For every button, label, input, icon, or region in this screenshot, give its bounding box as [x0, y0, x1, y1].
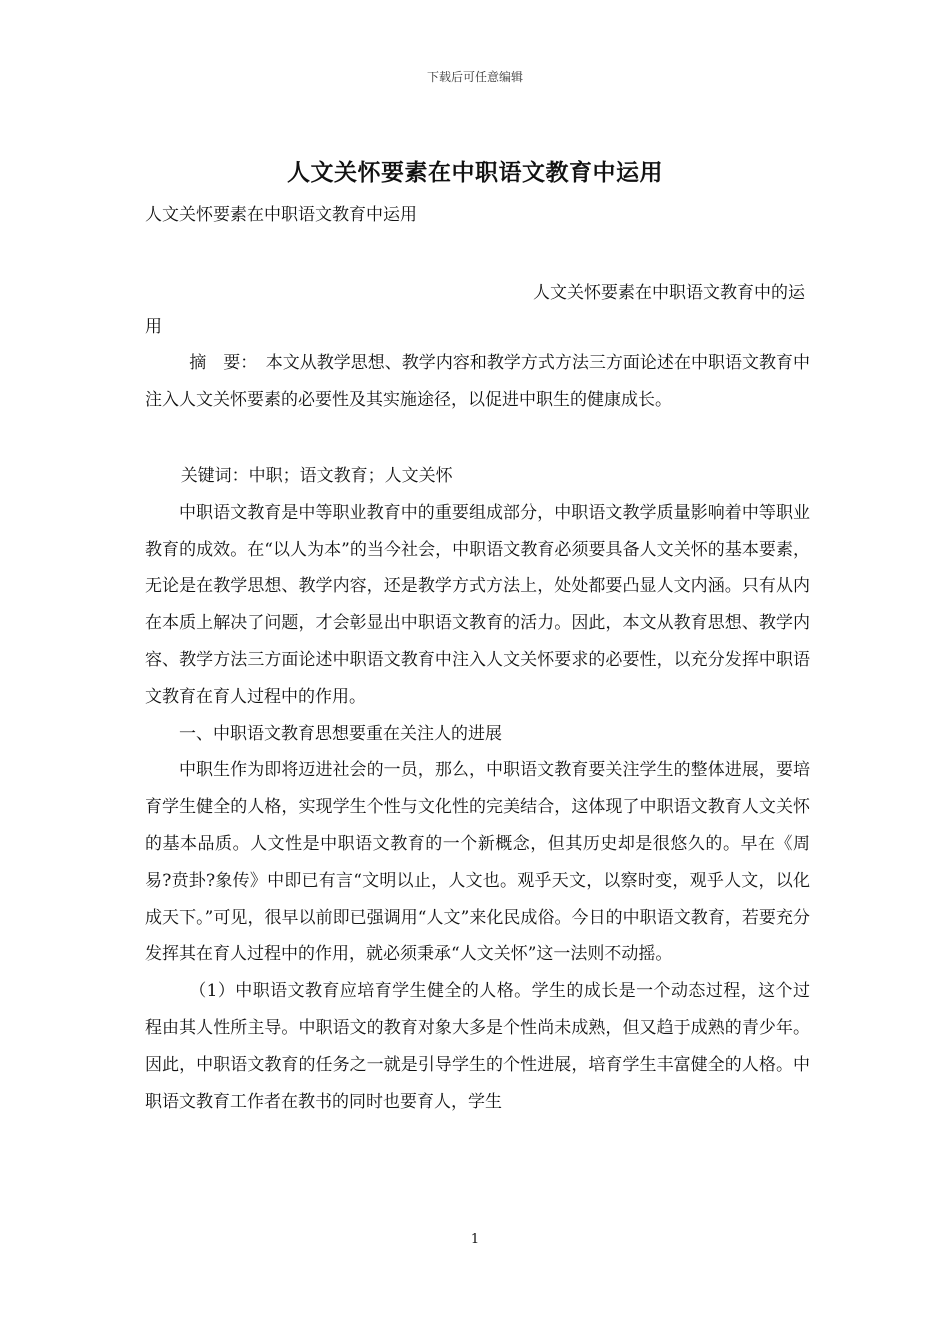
- body-section: [145, 458, 810, 1120]
- abstract-paragraph: 摘 要： 本文从教学思想、教学内容和教学方式方法三方面论述在中职语文教育中注入人文关怀要素的必要性及其实施途径，以促进中职生的健康成长。: [145, 353, 810, 410]
- document-subtitle: 人文关怀要素在中职语文教育中运用: [145, 205, 417, 225]
- section-heading: 一、中职语文教育思想要重在关注人的进展: [179, 723, 502, 744]
- page-header: 下载后可任意编辑: [426, 70, 523, 84]
- intro-paragraph: 中职语文教育是中等职业教育中的重要组成部分，中职语文教学质量影响着中等职业教育的成效。在“以人为本”的当今社会，中职语文教育必须要具备人文关怀的基本要素，无论是在教学思想、教学内容，还是教学方式方法上，处处都要凸显人文内涵。只有从内在本质上解决了问题，才会彰显出中职语文教育的活力。因此，本文从教育思想、教学内容、教学方法三方面论述中职语文教育中注入人文关怀要求的必要性，以充分发挥中职语文教育在育人过程中的作用。: [145, 502, 810, 707]
- page-number: 1: [470, 1232, 480, 1247]
- keywords-paragraph: 关键词：中职；语文教育；人文关怀: [180, 466, 453, 486]
- article-title-line1: 人文关怀要素在中职语文教育中的运: [533, 283, 805, 303]
- section-body-paragraph: 中职生作为即将迈进社会的一员，那么，中职语文教育要关注学生的整体进展，要培育学生健全的人格，实现学生个性与文化性的完美结合，这体现了中职语文教育人文关怀的基本品质。人文性是中职语文教育的一个新概念，但其历史却是很悠久的。早在《周易?贲卦?象传》中即已有言“文明以止，人文也。观乎天文，以察时变，观乎人文，以化成天下。”可见，很早以前即已强调用“人文”来化民成俗。今日的中职语文教育，若要充分发挥其在育人过程中的作用，就必须秉承“人文关怀”这一法则不动摇。: [145, 760, 810, 965]
- document-title: 人文关怀要素在中职语文教育中运用: [287, 159, 663, 186]
- point-paragraph: （1）中职语文教育应培育学生健全的人格。学生的成长是一个动态过程，这个过程由其人性所主导。中职语文的教育对象大多是个性尚未成熟，但又趋于成熟的青少年。因此，中职语文教育的任务之一就是引导学生的个性进展，培育学生丰富健全的人格。中职语文教育工作者在教书的同时也要育人，学生: [145, 981, 810, 1112]
- article-title-line2: 用: [145, 317, 162, 337]
- abstract-section: [145, 345, 810, 419]
